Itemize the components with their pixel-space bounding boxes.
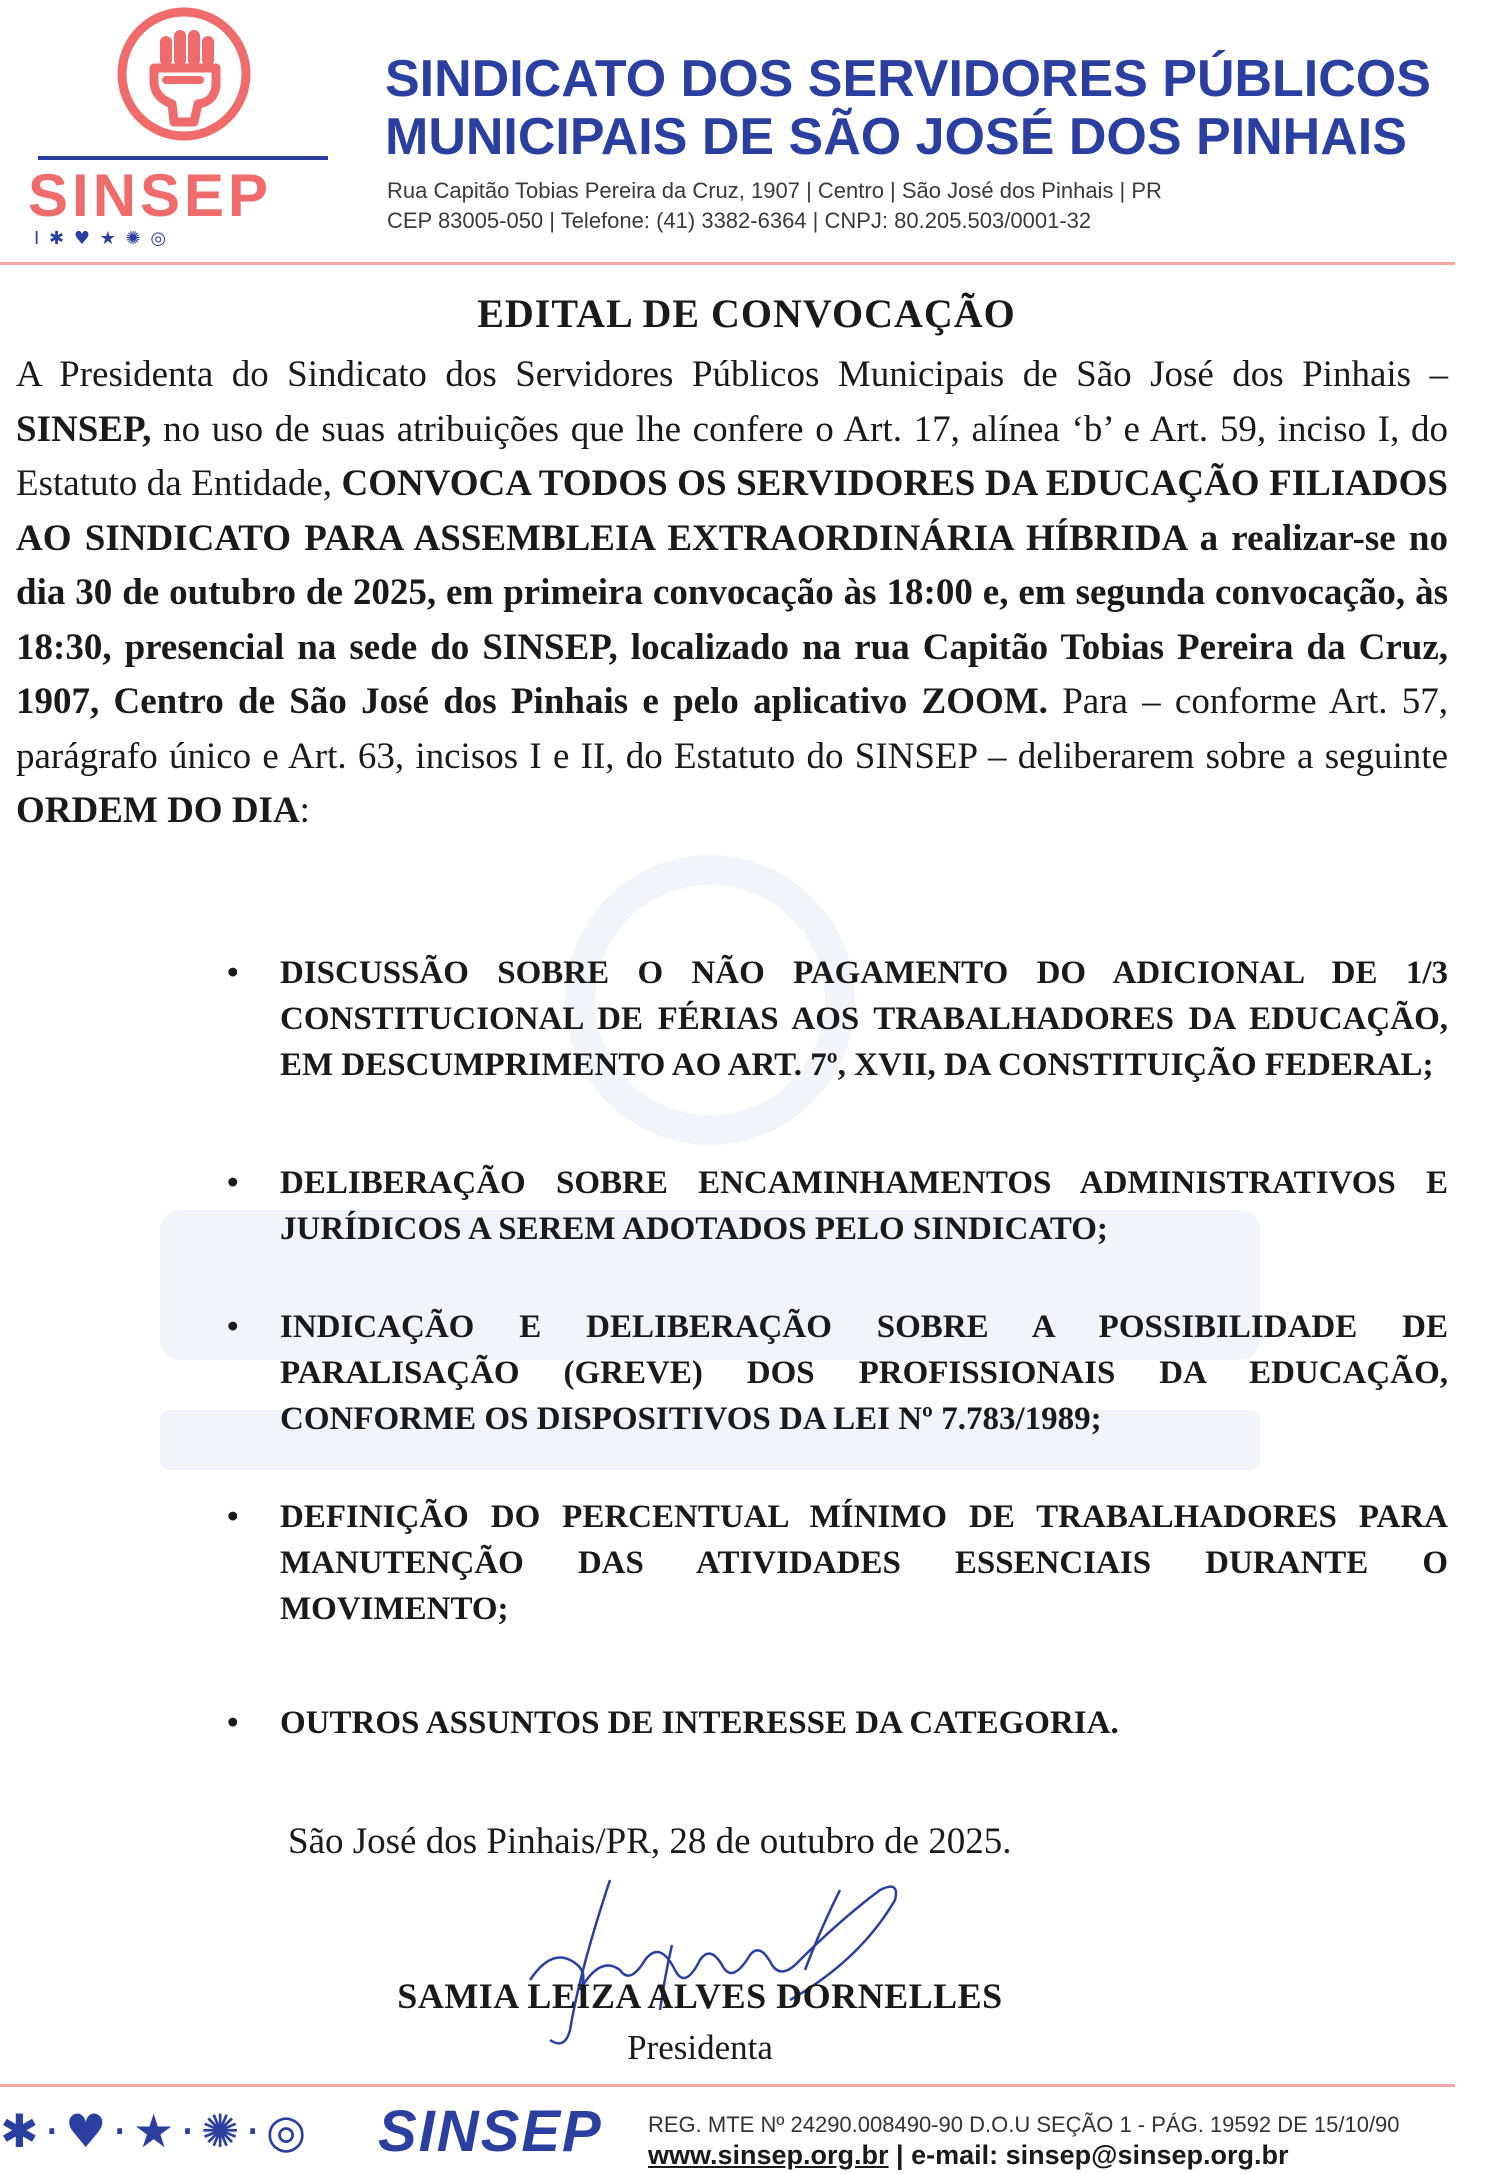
agenda-item-text: DELIBERAÇÃO SOBRE ENCAMINHAMENTOS ADMINISTRATIVOS E JURÍDICOS A SEREM ADOTADOS PELO SINDICATO; [280, 1165, 1448, 1247]
agenda-item-text: OUTROS ASSUNTOS DE INTERESSE DA CATEGORIA. [280, 1705, 1119, 1741]
agenda-item [215, 1160, 1448, 1252]
bullet: • [227, 955, 239, 991]
agenda-item [215, 1304, 1448, 1442]
agenda-item-text: INDICAÇÃO E DELIBERAÇÃO SOBRE A POSSIBILIDADE DE PARALISAÇÃO (GREVE) DOS PROFISSIONAIS DA EDUCAÇÃO, CONFORME OS DISPOSITIVOS DA LEI Nº 7.783/1989; [280, 1309, 1448, 1437]
website-link[interactable]: www.sinsep.org.br [648, 2140, 889, 2170]
document-title: EDITAL DE CONVOCAÇÃO [477, 291, 1016, 336]
convocation-paragraph [16, 348, 1448, 839]
address-line2: CEP 83005-050 | Telefone: (41) 3382-6364 | CNPJ: 80.205.503/0001-32 [387, 208, 1092, 233]
agenda-item [215, 1700, 1448, 1746]
agenda-item [215, 1494, 1448, 1632]
footer-registration: REG. MTE Nº 24290.008490-90 D.O.U SEÇÃO 1 - PÁG. 19592 DE 15/10/90 [648, 2112, 1400, 2137]
signer-name: SAMIA LEIZA ALVES DORNELLES [397, 1976, 1003, 2016]
logo-divider [38, 156, 328, 160]
sinsep-logo [24, 6, 334, 256]
intro-text-3: Para – conforme Art. 57, parágrafo único e Art. 63, incisos I e II, do Estatuto do SINSEP – deliberarem sobre a seguinte [16, 681, 1448, 777]
agenda-item-text: DISCUSSÃO SOBRE O NÃO PAGAMENTO DO ADICIONAL DE 1/3 CONSTITUCIONAL DE FÉRIAS AOS TRABALHADORES DA EDUCAÇÃO, EM DESCUMPRIMENTO AO ART. 7º, XVII, DA CONSTITUIÇÃO FEDERAL; [280, 955, 1448, 1083]
raised-fist-icon [114, 6, 254, 146]
bullet: • [227, 1309, 239, 1345]
intro-text-4: : [299, 790, 310, 831]
letterhead [0, 0, 1493, 270]
agenda-item-text: DEFINIÇÃO DO PERCENTUAL MÍNIMO DE TRABALHADORES PARA MANUTENÇÃO DAS ATIVIDADES ESSENCIAIS DURANTE O MOVIMENTO; [280, 1499, 1448, 1627]
intro-bold-2: CONVOCA TODOS OS SERVIDORES DA EDUCAÇÃO FILIADOS AO SINDICATO PARA ASSEMBLEIA EXTRAORDINÁRIA HÍBRIDA a realizar-se no dia 30 de outubro de 2025, em primeira convocação às 18:00 e, em segunda convocação, às 18:30, presencial na sede do SINSEP, localizado na rua Capitão Tobias Pereira da Cruz, 1907, Centro de São José dos Pinhais e pelo aplicativo ZOOM. [16, 463, 1448, 722]
footer-brand: SINSEP [378, 2099, 603, 2164]
bullet: • [227, 1165, 239, 1201]
intro-text-2: no uso de suas atribuições que lhe confere o Art. 17, alínea ‘b’ e Art. 59, inciso I, do Estatuto da Entidade, [16, 408, 1448, 504]
agenda-item [215, 950, 1448, 1088]
intro-bold-3: ORDEM DO DIA [16, 790, 300, 831]
organization-name [385, 50, 1485, 166]
bullet: • [227, 1499, 239, 1535]
place-and-date: São José dos Pinhais/PR, 28 de outubro de 2025. [288, 1821, 1012, 1862]
organization-address [387, 176, 1477, 236]
bullet: • [227, 1705, 239, 1741]
footer-contact [648, 2140, 1289, 2171]
footer-divider [0, 2084, 1455, 2087]
contact-separator: | e-mail: [888, 2140, 1006, 2170]
logo-wordmark: SINSEP [28, 162, 273, 229]
agenda-list [215, 950, 1448, 1746]
intro-text-1: A Presidenta do Sindicato dos Servidores Públicos Municipais de São José dos Pinhais – [16, 354, 1448, 395]
logo-symbols: I ✱ ♥ ★ ✺ ◎ [34, 228, 169, 249]
signer-role: Presidenta [627, 2028, 773, 2067]
address-line1: Rua Capitão Tobias Pereira da Cruz, 1907 | Centro | São José dos Pinhais | PR [387, 178, 1162, 203]
organization-name-line1: SINDICATO DOS SERVIDORES PÚBLICOS [385, 50, 1431, 108]
footer-symbols: ✱·♥·★·✺·◎ [0, 2104, 313, 2158]
header-divider [0, 262, 1455, 265]
email-link[interactable]: sinsep@sinsep.org.br [1005, 2140, 1289, 2170]
organization-name-line2: MUNICIPAIS DE SÃO JOSÉ DOS PINHAIS [385, 108, 1407, 166]
intro-bold-1: SINSEP, [16, 408, 152, 450]
